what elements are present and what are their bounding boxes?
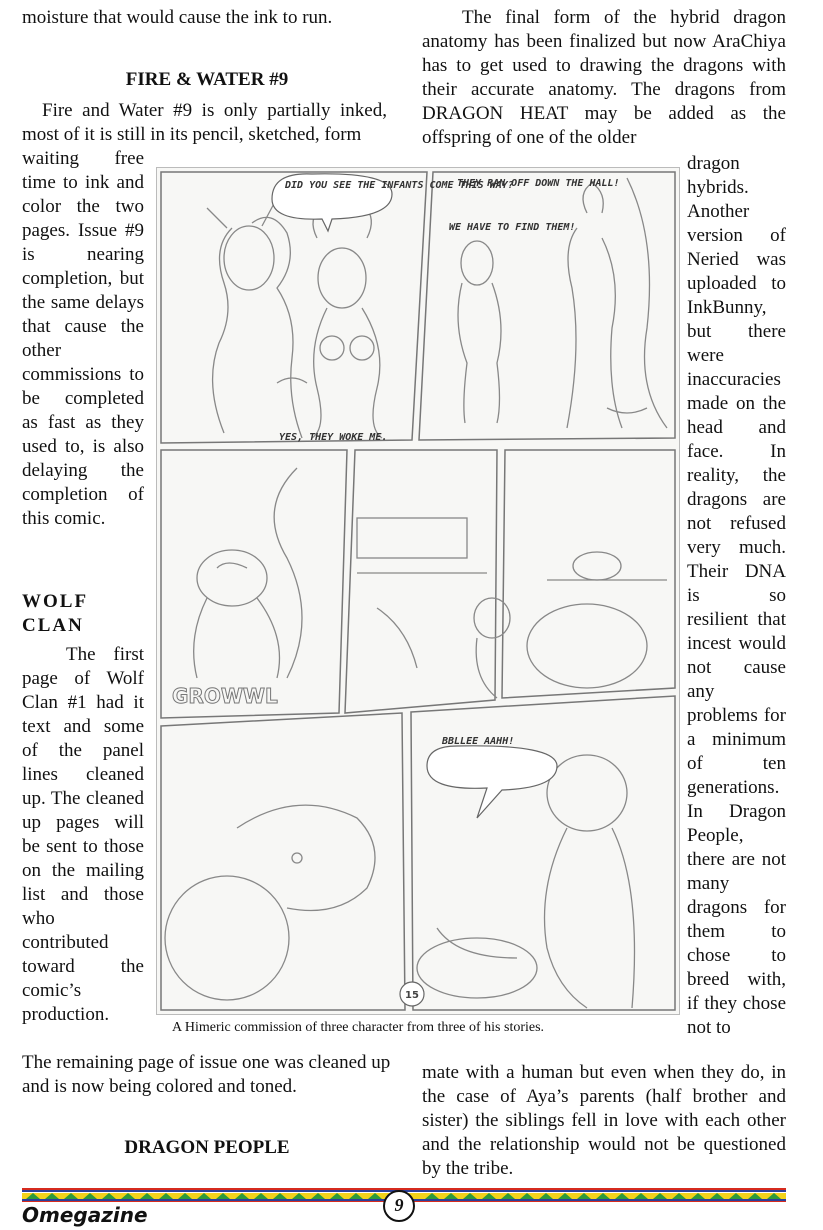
section-wolf-clan-end: The remaining page of issue one was cleaned up and is now being colored and toned. xyxy=(22,1052,391,1097)
page-number-badge: 9 xyxy=(383,1190,415,1222)
bubble-2-text: THEY RAN OFF DOWN THE HALL! xyxy=(457,178,620,189)
magazine-title: Omegazine xyxy=(22,1203,148,1227)
bubble-3-text: WE HAVE TO FIND THEM! xyxy=(449,222,576,233)
panel-2-characters xyxy=(458,178,667,428)
section-wolf-clan-body: The first page of Wolf Clan #1 had it text and some of the panel lines cleaned up. The cleaned up pages will be sent to those on the mailing list and those who contributed toward the comic’s production. xyxy=(22,644,144,1025)
bubble-5-shape xyxy=(427,746,557,818)
section-title-wolf-clan: WOLF CLAN xyxy=(22,591,89,636)
right-column-body: dragon hybrids. Another version of Neried was uploaded to InkBunny, but there were inaccuracies made on the head and face. In reality, the dragons are not refused very much. Their DNA is so resilient that incest would not cause any problems for a minimum of ten generations. In Dragon People, there are not many dragons for them to chose to breed with, if they chose not to xyxy=(687,153,786,1038)
bubble-5-text: BBLLEE AAHH! xyxy=(442,736,515,747)
panel-3-dragon xyxy=(194,468,302,678)
panel-4-5-scene xyxy=(357,518,667,698)
panel-1-characters xyxy=(207,198,382,438)
panel-4-border xyxy=(345,450,497,713)
panel-3-border xyxy=(161,450,347,718)
panel-2-border xyxy=(419,172,675,440)
left-top-line: moisture that would cause the ink to run. xyxy=(22,7,333,28)
comic-page-illustration xyxy=(156,167,680,1015)
section-fire-water-intro: Fire and Water #9 is only partially inked, most of it is still in its pencil, sketched, form xyxy=(22,100,387,145)
section-fire-water-body: waiting free time to ink and color the two pages. Issue #9 is nearing completion, but the same delays that cause the other commissions to be completed as fast as they used to, is also delaying the completion of this comic. xyxy=(22,148,144,529)
bubble-1-text: DID YOU SEE THE INFANTS COME THIS WAY? xyxy=(285,180,514,191)
right-column-end: mate with a human but even when they do, in the case of Aya’s parents (half brother and sister) the siblings fell in love with each other and the relationship would not be questioned by the tribe. xyxy=(422,1062,786,1179)
section-title-dragon-people: DRAGON PEOPLE xyxy=(124,1137,290,1158)
panel-5-border xyxy=(502,450,675,698)
section-title-fire-water: FIRE & WATER #9 xyxy=(125,69,289,90)
sfx-growl: GROWWL xyxy=(172,684,278,708)
comic-sketch xyxy=(157,168,679,1014)
panel-6-7-scene xyxy=(165,755,635,1008)
figure-caption: A Himeric commission of three character from three of his stories. xyxy=(172,1020,545,1035)
right-column-intro: The final form of the hybrid dragon anatomy has been finalized but now AraChiya has to get used to drawing the dragons with their accurate anatomy. The dragons from DRAGON HEAT may be added as the offspring of one of the older xyxy=(422,7,786,148)
comic-page-number: 15 xyxy=(405,990,419,1001)
bubble-4-text: YES, THEY WOKE ME. xyxy=(279,432,388,443)
